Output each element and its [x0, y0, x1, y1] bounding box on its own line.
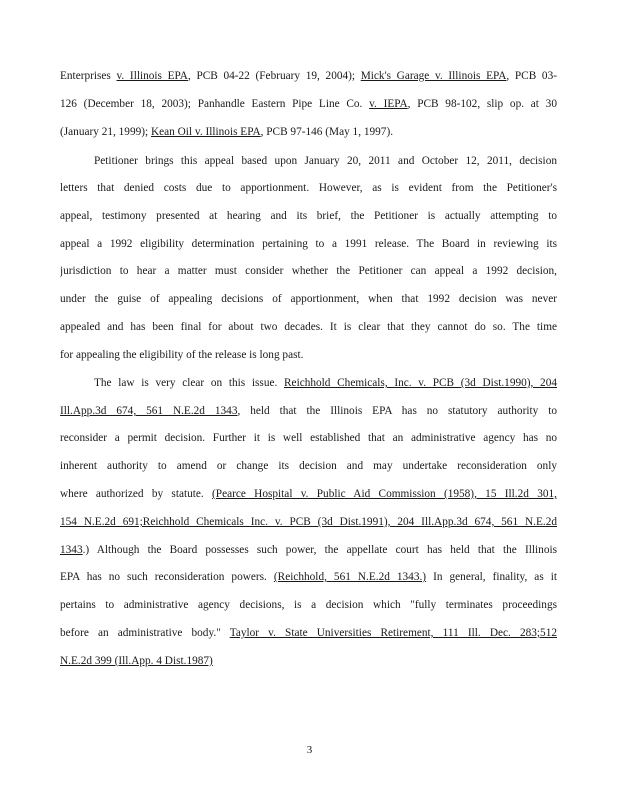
text-line [60, 209, 557, 224]
text-segment: before an administrative body." [60, 627, 230, 639]
text-segment: , PCB 03- [506, 70, 557, 82]
text-line [60, 431, 557, 446]
text-segment: jurisdiction to hear a matter must consider whether the Petitioner can appeal a 1992 decision, [60, 265, 557, 277]
text-segment: under the guise of appealing decisions of apportionment, when that 1992 decision was never [60, 293, 557, 305]
text-line [94, 376, 557, 391]
text-segment: appealed and has been final for about two decades. It is clear that they cannot do so. The time [60, 321, 557, 333]
text-segment: , PCB 97-146 (May 1, 1997). [260, 126, 394, 138]
page-number: 3 [306, 744, 313, 756]
text-segment: appeal a 1992 eligibility determination pertaining to a 1991 release. The Board in reviewing its [60, 238, 557, 250]
text-segment: where authorized by statute. [60, 488, 213, 500]
text-line [60, 125, 557, 140]
text-line [60, 487, 557, 502]
text-line [60, 598, 557, 613]
text-line [60, 292, 557, 307]
text-segment: , PCB 98-102, slip op. at 30 [407, 98, 557, 110]
text-line [60, 237, 557, 252]
text-segment: The law is very clear on this issue. [94, 377, 285, 389]
text-line [60, 654, 557, 669]
text-segment: reconsider a permit decision. Further it is well established that an administrative agency has no [60, 432, 557, 444]
text-segment: EPA has no such reconsideration powers. [60, 571, 274, 583]
citation-text: Mick's Garage v. Illinois EPA [360, 70, 507, 82]
citation-text: N.E.2d 399 (Ill.App. 4 Dist.1987) [60, 655, 213, 667]
text-segment: (January 21, 1999); [60, 126, 151, 138]
citation-text: Ill.App.3d 674, 561 N.E.2d 1343 [60, 405, 238, 417]
text-segment: , PCB 04-22 (February 19, 2004); [187, 70, 361, 82]
text-line [60, 97, 557, 112]
text-line [60, 459, 557, 474]
text-line [60, 543, 557, 558]
text-segment: inherent authority to amend or change its decision and may undertake reconsideration only [60, 460, 557, 472]
text-line [94, 154, 557, 169]
text-line [60, 264, 557, 279]
citation-text: Reichhold Chemicals, Inc. v. PCB (3d Dist.1990), 204 [284, 377, 557, 389]
text-segment: letters that denied costs due to apportionment. However, as is evident from the Petitioner's [60, 182, 557, 194]
text-line [60, 570, 557, 585]
text-segment: .) Although the Board possesses such power, the appellate court has held that the Illinois [82, 544, 557, 556]
citation-text: 1343 [60, 544, 83, 556]
text-line [60, 404, 557, 419]
citation-text: (Reichhold, 561 N.E.2d 1343.) [273, 571, 427, 583]
text-segment: Petitioner brings this appeal based upon January 20, 2011 and October 12, 2011, decision [94, 155, 557, 167]
text-segment: for appealing the eligibility of the release is long past. [60, 349, 304, 361]
text-line [60, 69, 557, 84]
text-segment: Enterprises [60, 70, 117, 82]
text-line [60, 320, 557, 335]
text-line [60, 515, 557, 530]
citation-text: Taylor v. State Universities Retirement, 111 Ill. Dec. 283;512 [229, 627, 557, 639]
text-segment: 126 (December 18, 2003); Panhandle Eastern Pipe Line Co. [60, 98, 370, 110]
text-segment: appeal, testimony presented at hearing and its brief, the Petitioner is actually attempting to [60, 210, 557, 222]
citation-text: (Pearce Hospital v. Public Aid Commission (1958), 15 Ill.2d 301, [212, 488, 557, 500]
text-line [60, 348, 557, 363]
text-segment: In general, finality, as it [426, 571, 557, 583]
text-segment: , held that the Illinois EPA has no statutory authority to [237, 405, 557, 417]
text-line [60, 626, 557, 641]
citation-text: v. Illinois EPA [116, 70, 188, 82]
text-line [60, 181, 557, 196]
citation-text: 154 N.E.2d 691;Reichhold Chemicals Inc. v. PCB (3d Dist.1991), 204 Ill.App.3d 674, 561 N.E.2d [60, 516, 557, 528]
citation-text: v. IEPA [369, 98, 408, 110]
text-segment: pertains to administrative agency decisions, is a decision which "fully terminates proceedings [60, 599, 557, 611]
citation-text: Kean Oil v. Illinois EPA [150, 126, 261, 138]
